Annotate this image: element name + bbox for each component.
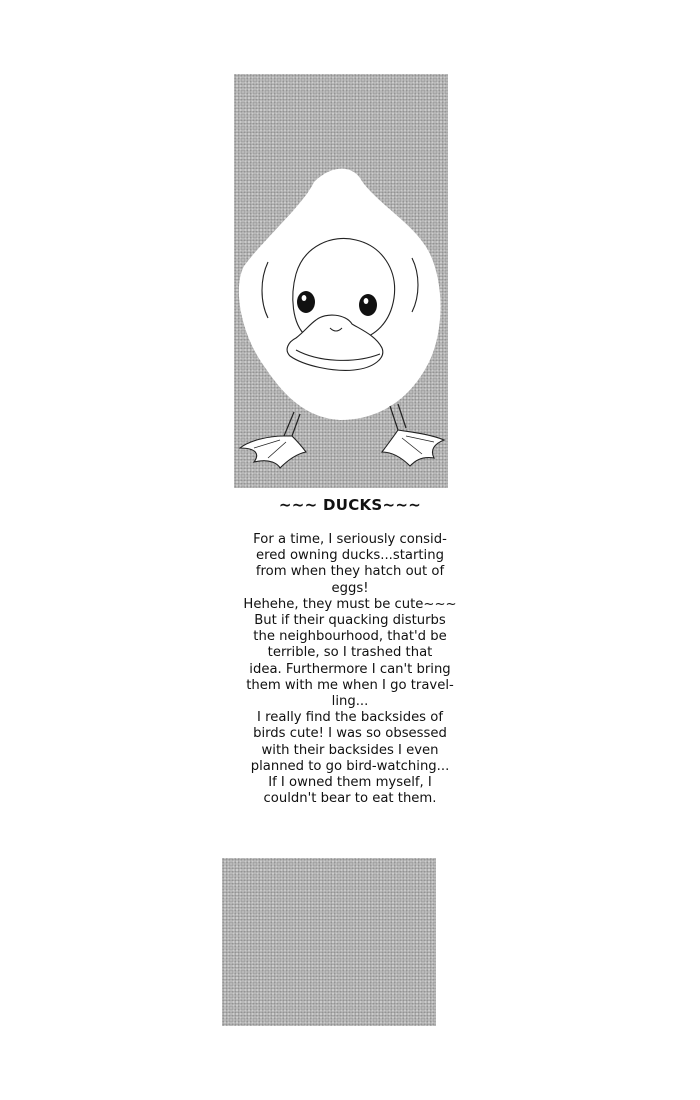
essay-line: with their backsides I even — [261, 742, 439, 758]
essay-line: birds cute! I was so obsessed — [253, 726, 447, 742]
duck-illustration-panel — [234, 74, 448, 488]
right-leg — [390, 406, 398, 430]
essay-line: terrible, so I trashed that — [267, 645, 433, 661]
duckling-illustration — [234, 74, 448, 488]
essay-line: planned to go bird-watching... — [250, 758, 450, 774]
essay-line: If I owned them myself, I — [268, 775, 432, 791]
right-eye — [359, 294, 377, 316]
left-leg — [284, 412, 294, 436]
essay-line: ling... — [331, 694, 369, 710]
essay-line: them with me when I go travel- — [246, 677, 454, 693]
essay-line: But if their quacking disturbs — [254, 613, 446, 629]
essay-line: I really find the backsides of — [257, 710, 443, 726]
essay-line: eggs! — [331, 580, 369, 596]
essay-line: from when they hatch out of — [255, 564, 445, 580]
essay-text — [205, 532, 495, 807]
essay-line: the neighbourhood, that'd be — [253, 629, 447, 645]
essay-line: Hehehe, they must be cute~~~ — [243, 596, 457, 612]
essay-line: For a time, I seriously consid- — [253, 532, 447, 547]
screentone-panel — [222, 858, 436, 1026]
essay-line: idea. Furthermore I can't bring — [249, 661, 451, 677]
right-foot — [382, 430, 444, 466]
section-heading: ~~~ DUCKS~~~ — [278, 496, 422, 514]
essay-line: couldn't bear to eat them. — [263, 791, 437, 807]
left-foot — [240, 436, 306, 468]
duckling-body — [239, 169, 441, 420]
left-eye — [297, 291, 315, 313]
essay-line: ered owning ducks...starting — [256, 548, 444, 564]
